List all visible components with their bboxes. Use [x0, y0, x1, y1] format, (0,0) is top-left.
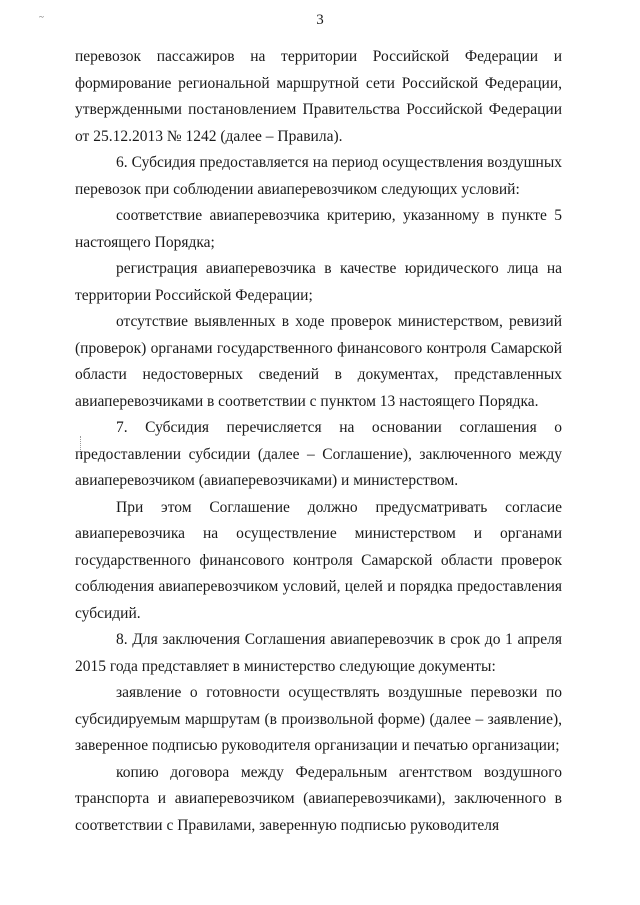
paragraph-clause-6: 6. Субсидия предоставляется на период осуществления воздушных перевозок при соблюдении авиаперевозчиком следующих условий: — [75, 154, 562, 198]
paragraph-clause-7: 7. Субсидия перечисляется на основании соглашения о предоставлении субсидии (далее – Соглашение), заключенного между авиаперевозчиком (авиаперевозчиками) и министерством. — [75, 419, 562, 489]
paragraph-clause-8: 8. Для заключения Соглашения авиаперевозчик в срок до 1 апреля 2015 года представляет в министерство следующие документы: — [75, 631, 562, 675]
paragraph-condition-registration: регистрация авиаперевозчика в качестве юридического лица на территории Российской Федерации; — [75, 260, 562, 304]
paragraph-agreement-consent: При этом Соглашение должно предусматривать согласие авиаперевозчика на осуществление министерством и органами государственного финансового контроля Самарской области проверок соблюдения авиаперевозчиком условий, целей и порядка предоставления субсидий. — [75, 498, 562, 622]
paragraph-document-application: заявление о готовности осуществлять воздушные перевозки по субсидируемым маршрутам (в произвольной форме) (далее – заявление), заверенное подписью руководителя организации и печатью организации; — [75, 684, 562, 754]
paragraph-document-contract-copy: копию договора между Федеральным агентством воздушного транспорта и авиаперевозчиком (авиаперевозчиками), заключенного в соответствии с Правилами, заверенную подписью руководителя — [75, 763, 562, 834]
paragraph-condition-no-false-data: отсутствие выявленных в ходе проверок министерством, ревизий (проверок) органами государственного финансового контроля Самарской области недостоверных сведений в документах, представленных авиаперевозчиками в соответствии с пунктом 13 настоящего Порядка. — [75, 313, 562, 410]
document-body — [75, 44, 562, 839]
paragraph-continuation: перевозок пассажиров на территории Российской Федерации и формирование региональной маршрутной сети Российской Федерации, утвержденными постановлением Правительства Российской Федерации от 25.12.2013 № 1242 (далее – Правила). — [75, 48, 562, 145]
paragraph-condition-criterion: соответствие авиаперевозчика критерию, указанному в пункте 5 настоящего Порядка; — [75, 207, 562, 251]
scan-corner-mark: ~ — [39, 12, 44, 22]
page-number: 3 — [316, 12, 324, 28]
